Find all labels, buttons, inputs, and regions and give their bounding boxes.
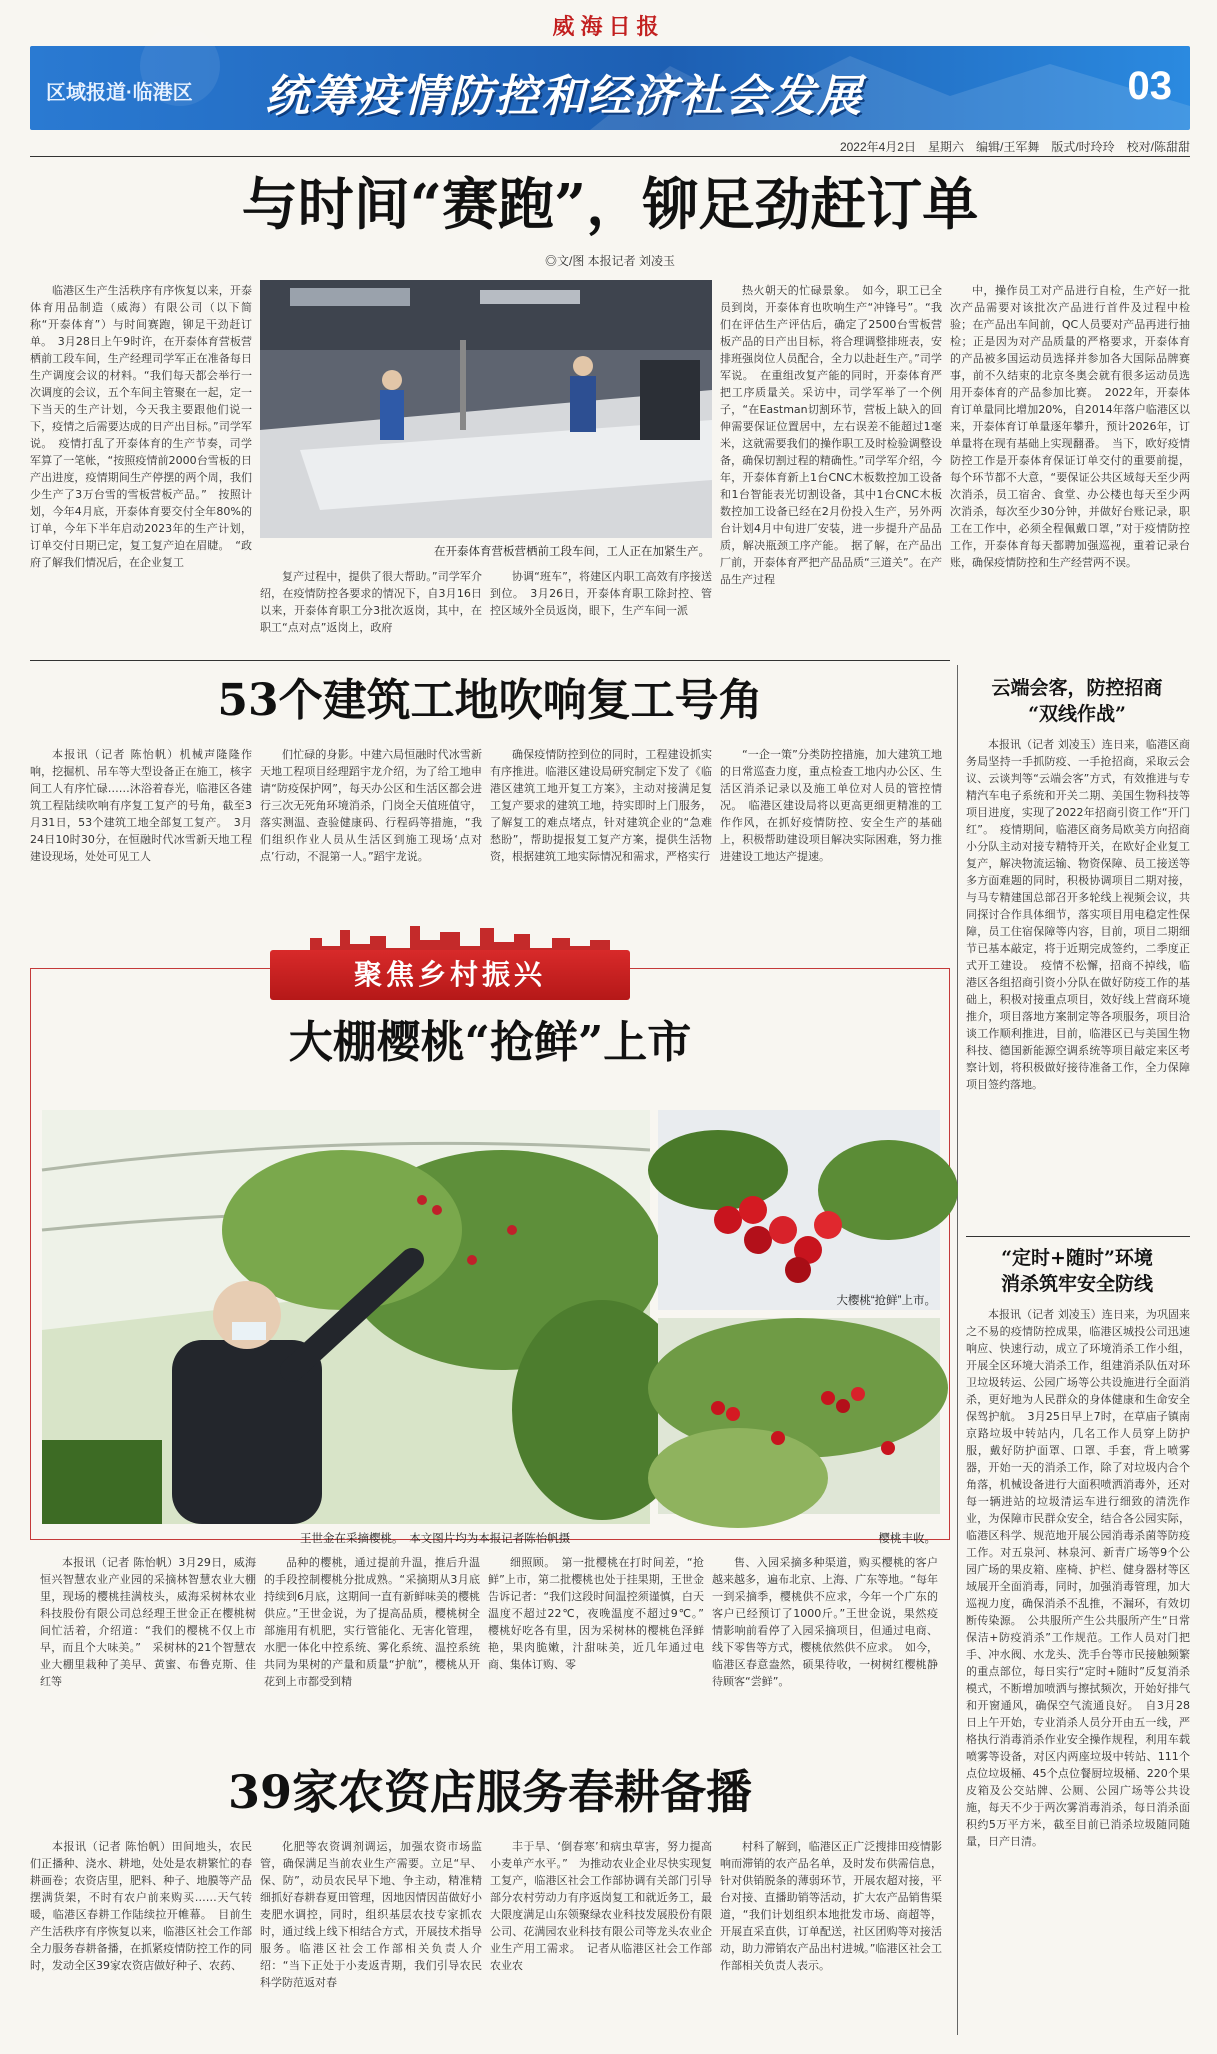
section-theme-title: 统筹疫情防控和经济社会发展: [265, 71, 863, 122]
factory-photo: [260, 280, 712, 538]
article1-byline: ◎文/图 本报记者 刘凌玉: [544, 254, 675, 268]
sidebar2-body: [966, 1306, 1190, 2042]
article4-col4-text: 村科了解到，临港区正广泛搜排田疫情影响而滞销的农产品名单，及时发布供需信息，针对供销脱条的薄弱环节，开展农超对接，平台对接、直播助销等活动，扩大农产品销售渠道，“我们计划组织本地批发市场、商超等，开展直采直供，订单配送，社区团购等对接活动，助力滞销农产品出村进城。”临港区社会工作部相关负责人表示。: [720, 1840, 942, 1972]
article2-col1-text: 本报讯（记者 陈怡帆）机械声隆隆作响，挖掘机、吊车等大型设备正在施工，核字间工人有序忙碌……沐浴着春光，临港区各建筑工程陆续吹响有序复工复产的号角，截至3月31日，53个建筑工地全部复工复产。 3月24日10时30分，在恒融时代冰雪新天地工程建设现场，处处可见工人: [30, 748, 252, 863]
article3-col3-text: 细照顾。 第一批樱桃在打时间差，“抢鲜”上市，第二批樱桃也处于挂果期，王世金告诉记者：“我们这段时间温控须谨慎，白天温度不超过22℃，夜晚温度不超过9℃。” 樱桃好吃各有里，因为采树林的樱桃色泽鲜艳，果肉脆嫩，汁甜味美，近几年通过电商、集体订购、零: [488, 1556, 715, 1671]
article2-col4-text: “一企一策”分类防控措施，加大建筑工地的日常巡查力度，重点检查工地内办公区、生活区消杀记录以及施工单位对人员的管控情况。 临港区建设局将以更高更细更精准的工作作风，在抓好疫情防控、安全生产的基础上，积极帮助建设项目解决实际困难，努力推进建设工地达产提速。: [720, 748, 942, 863]
sidebar1-body-text: 本报讯（记者 刘凌玉）连日来，临港区商务局坚持一手抓防疫、一手抢招商，采取云会议、云谈判等“云端会客”方式，有效推进与专精汽车电子系统和开关二期、美国生物科技等项目进度，实现了2022年招商引资工作“开门红”。 疫情期间，临港区商务局欧美方向招商小分队主动对接专精特开关，在欧好企业复工复产，解决物流运输、物资保障、员工接送等多方面难题的同时，积极协调项目二期对接，与马专精建国总部召开多轮线上视频会议，共同探讨合作具体细节，落实项目用电稳定性保障，员工住宿保障等内容，目前，项目二期细节已基本敲定，将于近期完成签约，二季度正式开工建设。 疫情不松懈，招商不掉线，临港区各组招商引资小分队在做好防疫工作的基础上，积极对接重点项目，效好线上营商环境推介，项目落地方案制定等各项服务，项目洽谈工作顺利推进，目前，临港区已与美国生物科技、德国新能源空调系统等项目敲定来区考察计划，将积极做好接待准备工作，全力保障项目签约落地。: [966, 738, 1190, 1091]
sidebar2-headline-line1: “定时+随时”环境: [1001, 1247, 1153, 1269]
article2-column-4: [720, 746, 942, 916]
cherry-main-photo-caption: 王世金在采摘樱桃。 本文图片均为本报记者陈怡帆摄: [300, 1533, 571, 1545]
article3-column-4: [712, 1554, 938, 1724]
article4-column-3: [490, 1838, 712, 2042]
article1-column-3a: [720, 282, 942, 652]
article1-column-3b: [490, 568, 712, 652]
page-number: 03: [1127, 64, 1172, 108]
article3-column-1: [40, 1554, 256, 1724]
article1-photo-caption: 在开泰体育营板营栖前工段车间，工人正在加紧生产。: [434, 546, 710, 558]
article1-col1-text: 临港区生产生活秩序有序恢复以来，开泰体育用品制造（威海）有限公司（以下简称“开泰体育”）与时间赛跑，铆足干劲赶订单。 3月28日上午9时许，在开泰体育营板营栖前工段车间，生产经理司学军正在准备每日生产调度会议的材料。“我们每天都会举行一次调度的会议，五个车间主管聚在一起，定一下当天的生产计划，今天我主要跟他们说一下，疫情之后需要达成的日产出目标。”司学军说。 疫情打乱了开泰体育的生产节奏，司学军算了一笔帐，“按照疫情前2000台雪板的日产出进度，疫情期间生产停摆的两个周，我们少生产了3万台雪的雪板营板产品。” 按照计划，今年4月底，开泰体育要交付全年80%的订单，今年下半年启动2023年的生产计划，订单交付日期已定，复工复产迫在眉睫。 “政府了解我们情况后，在企业复工: [30, 284, 252, 569]
factory-workers-image: [260, 280, 712, 538]
article1-column-4: [950, 282, 1190, 652]
cherry-photo-caption-top: 大樱桃“抢鲜”上市。: [836, 1295, 936, 1307]
cherry-branches-image: [658, 1318, 940, 1514]
sidebar2-body-text: 本报讯（记者 刘凌玉）连日来，为巩固来之不易的疫情防控成果，临港区城投公司迅速响应、快速行动，成立了环境消杀工作小组，开展全区环境大消杀工作，组建消杀队伍对环卫垃圾转运、公园广场等公共设施进行全面消杀，更好地为人民群众的身体健康和生命安全保驾护航。 3月25日早上7时，在草庙子镇南京路垃圾中转站内，几名工作人员穿上防护服，戴好防护面罩、口罩、手套，背上喷雾器，开始一天的消杀工作，除了对垃圾内合个角落，机械设备进行大面积喷洒消毒外，还对每一辆进站的垃圾清运车进行细致的清洗作业，为保障市民群众安全，结合各公园实际，临港区科学、规范地开展公园消毒杀菌等防疫工作。对五泉河、林泉河、新青广场等9个公园广场的果皮箱、座椅、护栏、健身器材等区域展开全面消毒，同时，加强消毒管理，加大巡视力度，确保消杀不乱推，不漏环，有效切断传染源。 公共服所产生公共服所产生“日常保洁+防疫消杀”工作规范。工作人员对门把手、冲水阀、水龙头、洗手台等市民接触频繁的重点部位，每日实行“定时+随时”反复消杀模式，不断增加喷洒与擦拭频次，开始好排气和开窗通风，确保空气流通良好。 自3月28日上午开始，专业消杀人员分开由五一线，严格执行消毒消杀作业安全操作规程，利用车载喷雾等设备，对区内两座垃圾中转站、111个点位垃圾桶、45个点位餐厨垃圾桶、220个果皮箱及公交站牌、公厕、公园广场等公共设施，每天不少于两次雾消毒消杀，每日消杀面积约5万平方米，截至目前已消杀垃圾随同随量，日产日清。: [966, 1308, 1190, 1848]
farmer-picking-cherries-image: [42, 1110, 650, 1524]
article2-column-1: [30, 746, 252, 916]
cherry-cluster-image: [658, 1110, 940, 1310]
sidebar1-body: [966, 736, 1190, 1222]
article1-headline: 与时间“赛跑”，铆足劲赶订单: [241, 172, 979, 238]
section-banner: [30, 46, 1190, 130]
article2-col3-text: 确保疫情防控到位的同时，工程建设抓实有序推进。临港区建设局研究制定下发了《临港区建筑工地开复工方案》，主动对接满足复工复产要求的建筑工地，持实即时上门服务，了解复工的难点堵点，针对建筑企业的“急难愁盼”，帮助提报复工复产方案，提供生活物资，根据建筑工地实际情况和需求，严格实行: [490, 748, 712, 863]
cherry-picking-photo: [42, 1110, 650, 1524]
article4-col1-text: 本报讯（记者 陈怡帆）田间地头，农民们正播种、浇水、耕地，处处是农耕繁忙的春耕画卷；农资店里，肥料、种子、地膜等产品摆满货架，不时有农户前来购买……天气转暖，临港区春耕工作陆续拉开帷幕。 目前生产生活秩序有序恢复以来，临港区社会工作部全力服务春耕备播，在抓紧疫情防控工作的同时，发动全区39家农资店做好种子、农药、: [30, 1840, 252, 1972]
article4-col3-text: 丰于旱、‘倒春寒’和病虫草害，努力提高小麦单产水平。” 为推动农业企业尽快实现复工复产，临港区社会工作部协调有关部门引导部分农村劳动力有序返岗复工和就近务工，最大限度满足山东领聚绿农业科技发展股份有限公司、花满园农业科技有限公司等龙头农业企业生产用工需求。 记者从临港区社会工作部农业农: [490, 1840, 712, 1972]
sidebar1-headline-line2: “双线作战”: [1028, 703, 1126, 725]
section-region-label: 区域报道·临港区: [46, 82, 193, 104]
article2-column-2: [260, 746, 482, 916]
dateline: 2022年4月2日 星期六 编辑/王军舞 版式/时玲玲 校对/陈甜甜: [839, 140, 1190, 154]
article3-col2-text: 品种的樱桃，通过提前升温，推后升温的手段控制樱桃分批成熟。“采摘期从3月底持续到6月底，这期间一直有新鲜味美的樱桃供应。”王世金说，为了提高品质，樱桃树全部施用有机肥，实行管能化、无害化管理，水肥一体化中控系统、雾化系统、温控系统共同为果树的产量和质量“护航”，樱桃从开花到上市都受到精: [264, 1556, 480, 1688]
article4-column-4: [720, 1838, 942, 2042]
article3-column-2: [264, 1554, 480, 1724]
article2-headline: 53个建筑工地吹响复工号角: [217, 675, 763, 726]
article1-divider: [30, 660, 950, 661]
cherry-photo-caption-bottom: 樱桃丰收。: [878, 1533, 936, 1545]
article3-col4-text: 售、入园采摘多种渠道，购买樱桃的客户越来越多，遍布北京、上海、广东等地。“每年一到采摘季，樱桃供不应求，今年一个广东的客户已经预订了1000斤。”王世金说，果然疫情影响前看停了入园采摘项目，但通过电商、线下零售等方式，樱桃依然供不应求。 如今，临港区春意盎然，硕果待收，一树树红樱桃静待顾客“尝鲜”。: [712, 1556, 938, 1688]
article1-col3b-text: 协调“班车”，将建区内职工高效有序接送到位。 3月26日，开泰体育职工除封控、管控区域外全员返岗，眼下，生产车间一派: [490, 570, 712, 617]
article3-col1-text: 本报讯（记者 陈怡帆）3月29日，威海恒兴智慧农业产业园的采摘林智慧农业大棚里，现场的樱桃挂满枝头，威海采树林农业科技股份有限公司总经理王世金正在樱桃树间忙活着，介绍道：“我们的樱桃不仅上市早，而且个大味美。” 采树林的21个智慧农业大棚里栽种了美早、黄蜜、布鲁克斯、佳红等: [40, 1556, 256, 1688]
article1-column-2: [260, 568, 482, 652]
article1-col3a-text: 热火朝天的忙碌景象。 如今，职工已全员到岗，开泰体育也吹响生产“冲锋号”。“我们在评估生产评估后，确定了2500台雪板营板产品的日产出目标，将合理调整排班表，安排班强岗位人员配合，全力以赴赶生产。”司学军说。 在重组改复产能的同时，开泰体育严把工序质量关。采访中，司学军举了一个例子，“在Eastman切割环节，营板上缺入的回伸需要保证位置居中，左右误差不能超过1毫米，这就需要我们的操作职工及时检验调整设备，确保切割过程的精确性。”司学军介绍，今年，开泰体育新上1台CNC木板数控加工设备和1台智能表光切割设备，其中1台CNC木板数控加工设备已经在2月份投入生产，另外两台计划4月中旬进厂安装，进一步提升产品品质，解决瓶颈工序产能。 据了解，在产品出厂前，开泰体育严把产品品质“三道关”。在产品生产过程: [720, 284, 942, 586]
article1-column-1: [30, 282, 252, 652]
article4-column-1: [30, 1838, 252, 2042]
article4-headline: 39家农资店服务春耕备播: [227, 1765, 752, 1819]
article1-col4-text: 中，操作员工对产品进行自检，生产好一批次产品需要对该批次产品进行首件及过程中检验；在产品出车间前，QC人员要对产品再进行抽检；正是因为对产品质量的严格要求，开泰体育的产品被多国运动员选择并参加各大国际品牌赛事，前不久结束的北京冬奥会就有很多运动员选用开泰体育的产品参加比赛。 2022年，开泰体育订单量同比增加20%，自2014年落户临港区以来，开泰体育订单量逐年攀升，预计2026年，订单量将在现有基础上实现翻番。 当下，欧好疫情防控工作是开泰体育保证订单交付的重要前提，每个环节都不大意，“要保证公共区域每天至少两次消杀，员工宿舍、食堂、办公楼也每天至少两次消杀，每次至少30分钟，并做好台账记录，职工在工作中，必须全程佩戴口罩，”对于疫情防控工作，开泰体育每天都聘加强巡视，重着记录台账，确保疫情防控和生产经营两不误。: [950, 284, 1190, 569]
sidebar1-headline-line1: 云端会客，防控招商: [991, 677, 1163, 699]
article1-col2-text: 复产过程中，提供了很大帮助。”司学军介绍，在疫情防控各要求的情况下，自3月16日以来，开泰体育职工分3批次返岗，其中，在职工“点对点”返岗上，政府: [260, 570, 482, 634]
article3-headline: 大棚樱桃“抢鲜”上市: [288, 1017, 692, 1068]
top-divider: [30, 156, 1190, 157]
article4-col2-text: 化肥等农资调剂调运，加强农资市场监管，确保满足当前农业生产需要。立足“早、保、防”，动员农民早下地、争主动，精准精细抓好春耕春夏田管理，因地因情因苗做好小麦肥水调控，同时，组织基层农技专家抓农时，通过线上线下相结合方式，开展技术指导服务。临港区社会工作部相关负责人介绍：“当下正处于小麦返青期，我们引导农民科学防范返对春: [260, 1840, 482, 1989]
sidebar-divider: [966, 1236, 1190, 1237]
article2-column-3: [490, 746, 712, 916]
cherries-closeup-photo-bottom: [658, 1318, 940, 1514]
article4-column-2: [260, 1838, 482, 2042]
cherries-closeup-photo-top: [658, 1110, 940, 1310]
article2-col2-text: 们忙碌的身影。中建六局恒融时代冰雪新天地工程项目经理蹈宇龙介绍，为了给工地申请“防疫保护网”，每天办公区和生活区都会进行三次无死角环境消杀，门岗全天值班值守，落实测温、查验健康码、行程码等措施，“我们组织作业人员从生活区到施工现场‘点对点’行动，不混第一人。”蹈宇龙说。: [260, 748, 482, 863]
focus-section-ribbon: 聚焦乡村振兴: [270, 950, 630, 1000]
sidebar-vertical-divider: [957, 665, 958, 2035]
sidebar2-headline-line2: 消杀筑牢安全防线: [1000, 1273, 1153, 1295]
article3-column-3: [488, 1554, 715, 1724]
newspaper-masthead: 威海日报: [552, 14, 665, 40]
